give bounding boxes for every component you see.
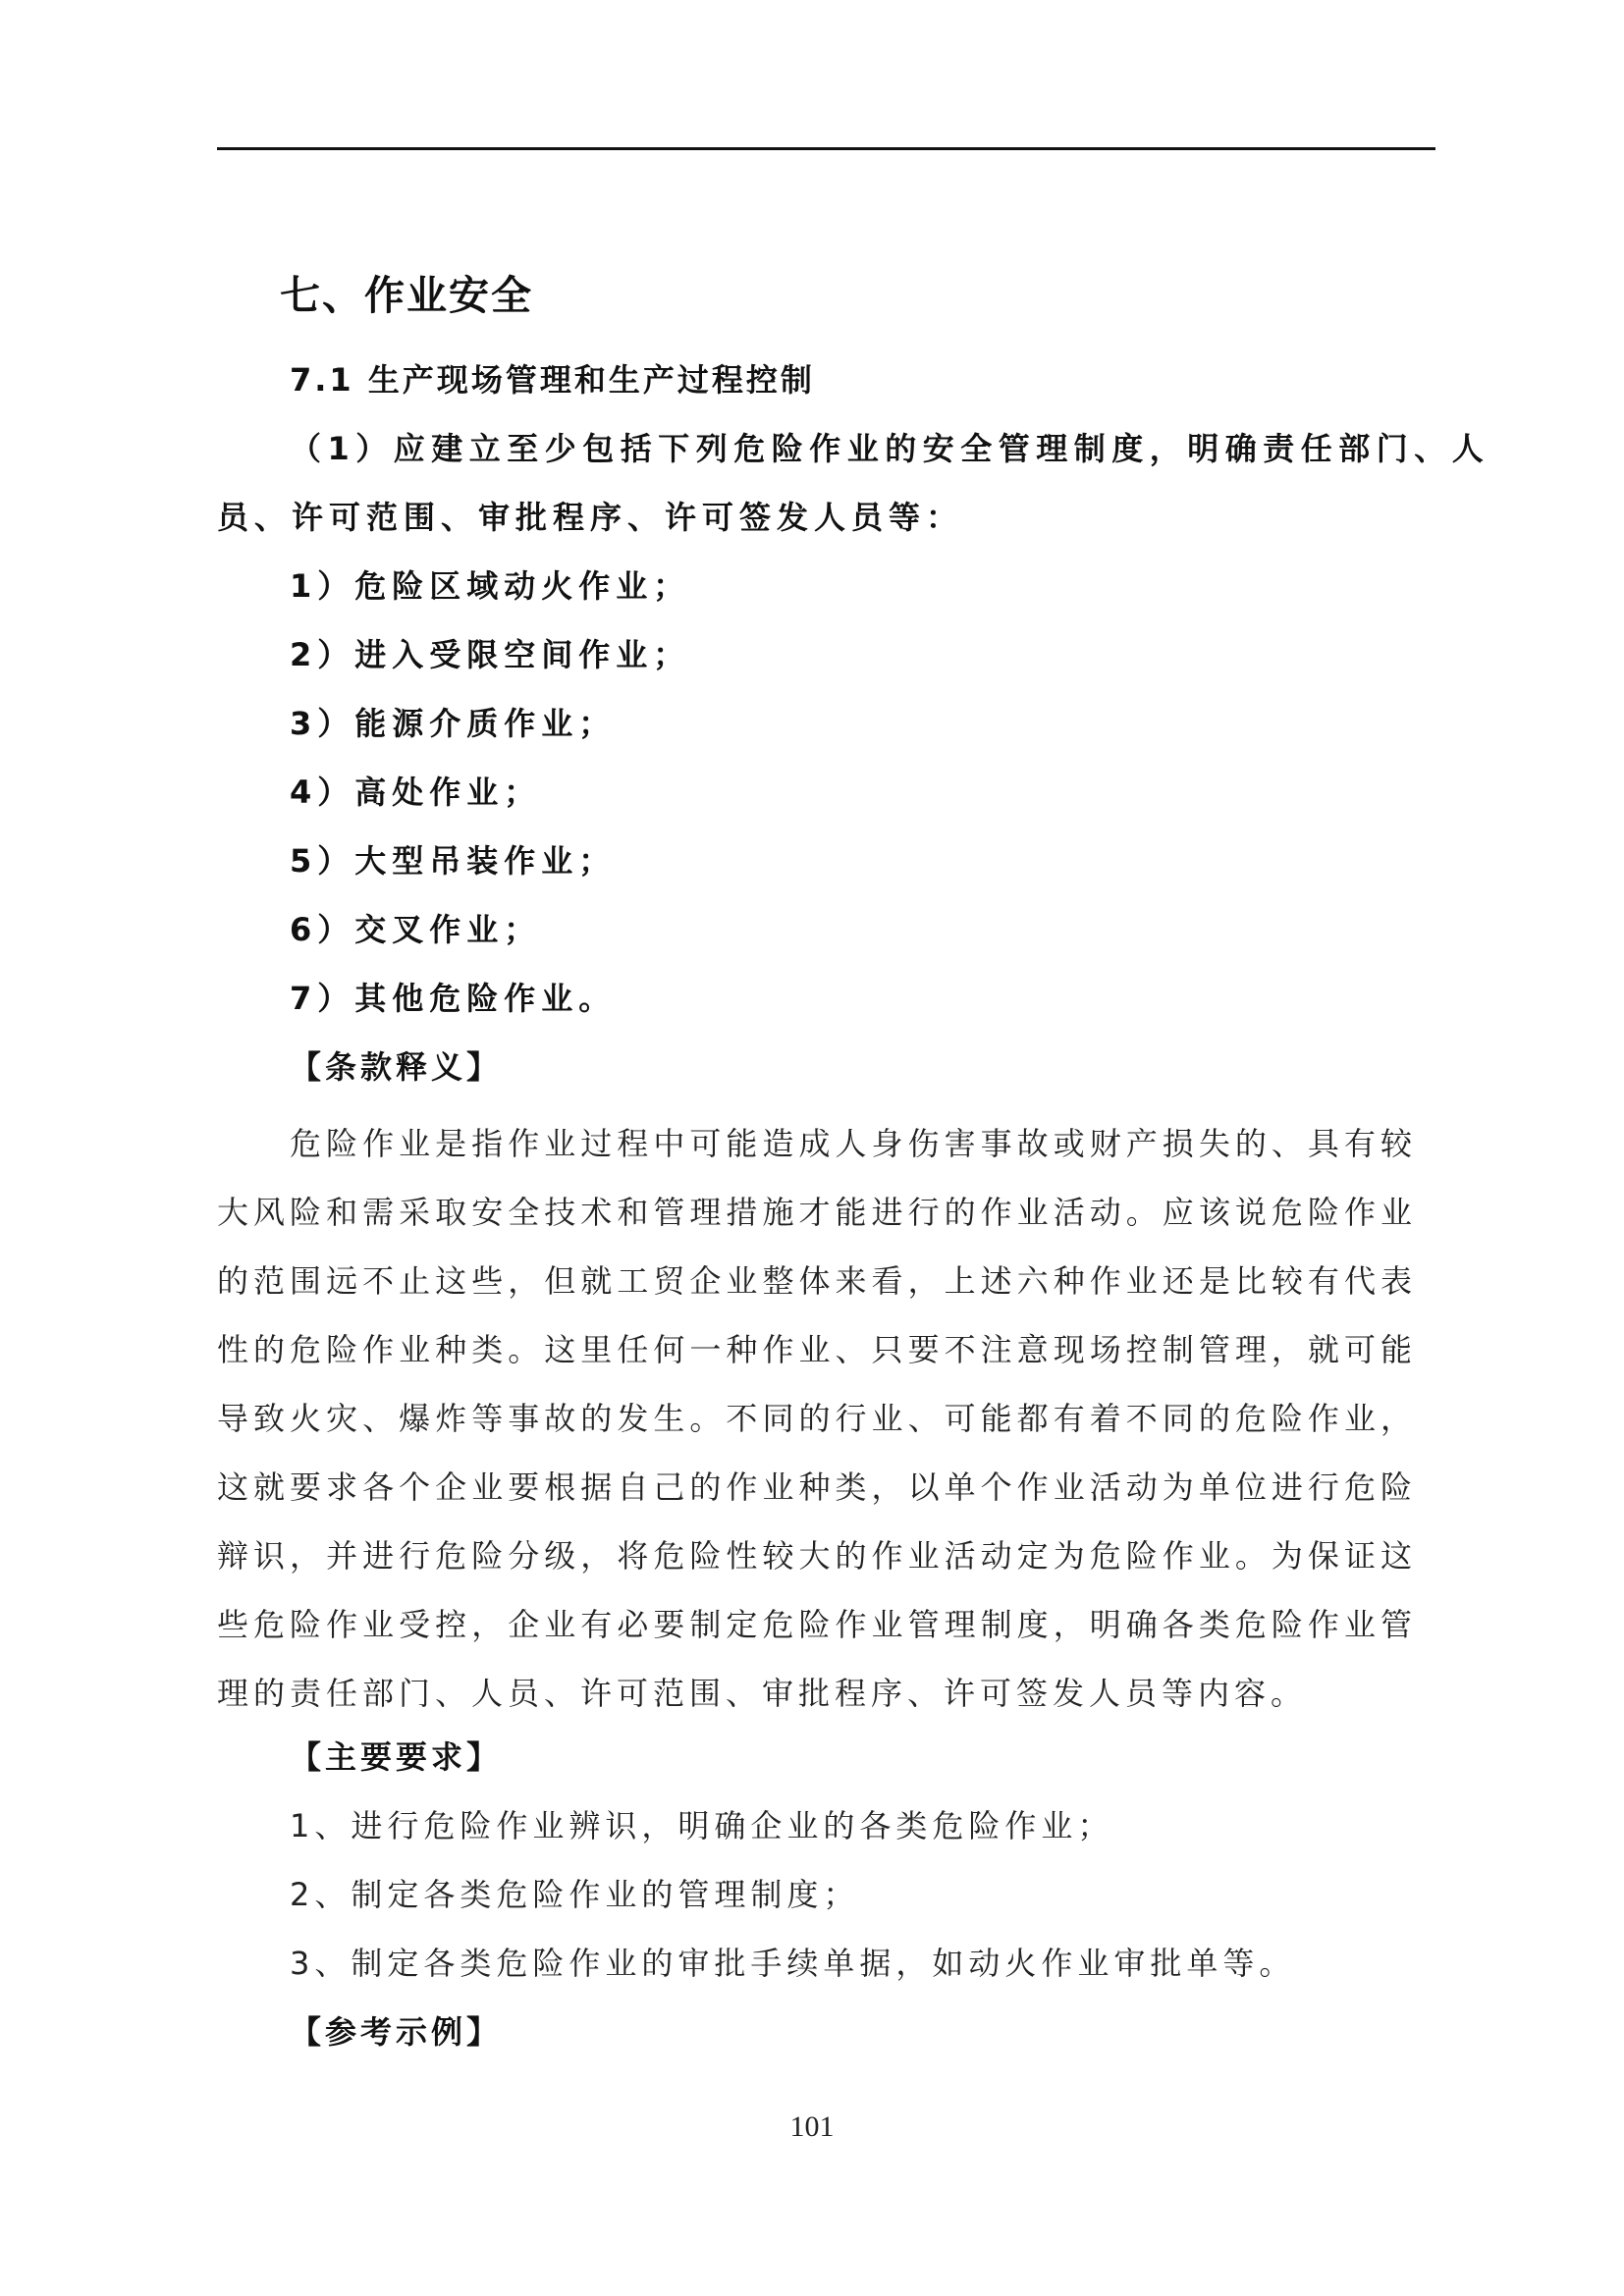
interpretation-heading: 【条款释义】 [290,1048,503,1086]
requirement-line-2: 员、许可范围、审批程序、许可签发人员等： [217,499,964,536]
hazard-list-item: 5）大型吊装作业； [290,842,617,880]
reference-example-heading: 【参考示例】 [290,2013,503,2051]
page-number: 101 [789,2110,835,2143]
hazard-list-item: 6）交叉作业； [290,911,542,948]
hazard-list-item: 3）能源介质作业； [290,705,617,742]
hazard-list-item: 7）其他危险作业。 [290,980,617,1017]
interpretation-body: 危险作业是指作业过程中可能造成人身伤害事故或财产损失的、具有较大风险和需采取安全技术和管理措施才能进行的作业活动。应该说危险作业的范围远不止这些，但就工贸企业整体来看，上述六种作业还是比较有代表性的危险作业种类。这里任何一种作业、只要不注意现场控制管理，就可能导致火灾、爆炸等事故的发生。不同的行业、可能都有着不同的危险作业，这就要求各个企业要根据自己的作业种类，以单个作业活动为单位进行危险辩识，并进行危险分级，将危险性较大的作业活动定为危险作业。为保证这些危险作业受控，企业有必要制定危险作业管理制度，明确各类危险作业管理的责任部门、人员、许可范围、审批程序、许可签发人员等内容。 [217,1125,1417,1712]
main-requirement-item: 2、制定各类危险作业的管理制度； [290,1876,860,1913]
header-rule [217,147,1435,150]
main-requirement-item: 3、制定各类危险作业的审批手续单据，如动火作业审批单等。 [290,1945,1296,1982]
main-requirements-heading: 【主要要求】 [290,1738,503,1776]
section-title: 7.1 生产现场管理和生产过程控制 [290,361,815,399]
requirement-line-1: （1）应建立至少包括下列危险作业的安全管理制度，明确责任部门、人 [290,430,1490,467]
main-requirement-item: 1、进行危险作业辨识，明确企业的各类危险作业； [290,1807,1114,1844]
chapter-title: 七、作业安全 [280,272,533,319]
hazard-list-item: 4）高处作业； [290,774,542,811]
hazard-list-item: 2）进入受限空间作业； [290,636,691,673]
hazard-list-item: 1）危险区域动火作业； [290,567,691,605]
